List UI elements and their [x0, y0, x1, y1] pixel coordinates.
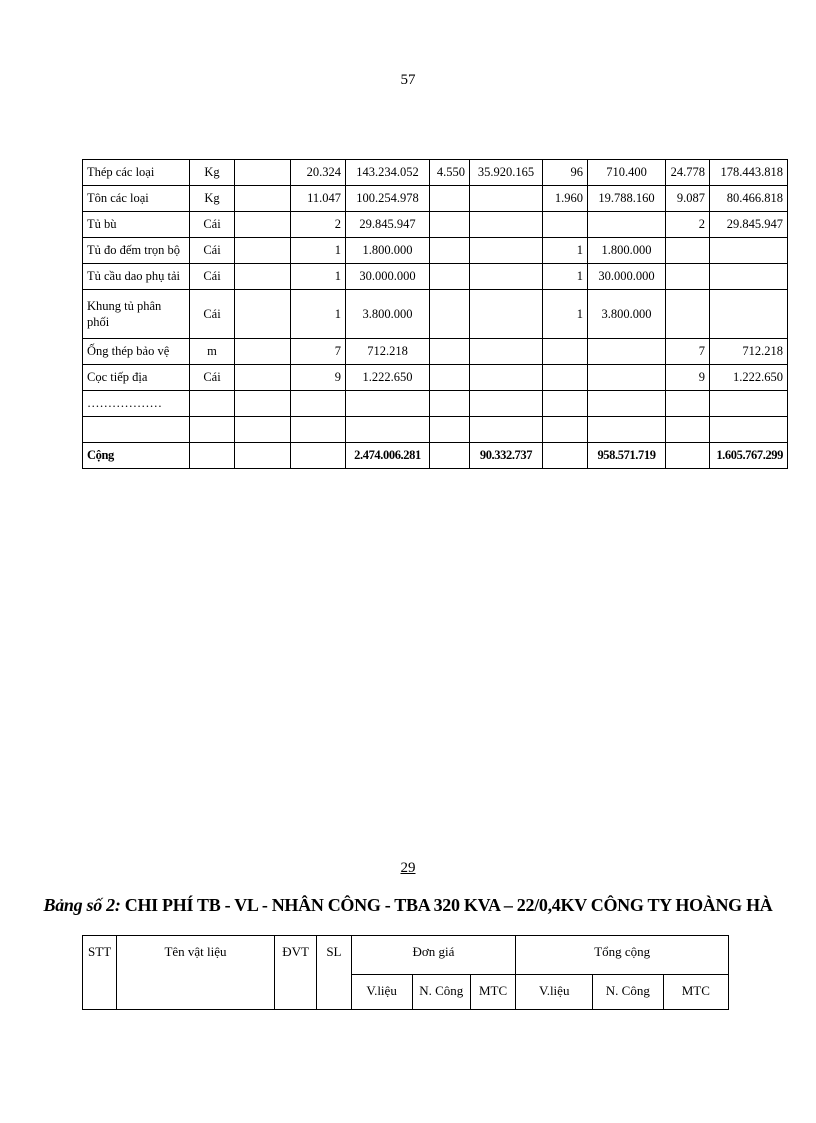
- item-name-cell: Thép các loại: [83, 160, 190, 186]
- value-cell: [666, 443, 710, 469]
- item-name-cell: Tủ đo đếm trọn bộ: [83, 238, 190, 264]
- value-cell: 1: [291, 264, 346, 290]
- value-cell: [291, 443, 346, 469]
- value-cell: [470, 212, 543, 238]
- item-name-cell: [83, 417, 190, 443]
- value-cell: [430, 238, 470, 264]
- item-name-cell: Tủ bù: [83, 212, 190, 238]
- item-name-cell: Tôn các loại: [83, 186, 190, 212]
- value-cell: [235, 160, 291, 186]
- header-name: Tên vật liệu: [117, 936, 275, 1010]
- unit-cell: Cái: [190, 238, 235, 264]
- value-cell: [346, 417, 430, 443]
- table-row: [83, 339, 788, 365]
- value-cell: [470, 264, 543, 290]
- page-number-bottom: 29: [400, 860, 416, 876]
- value-cell: [470, 238, 543, 264]
- value-cell: [291, 391, 346, 417]
- table-row: [83, 417, 788, 443]
- value-cell: [430, 391, 470, 417]
- unit-cell: [190, 443, 235, 469]
- value-cell: 96: [543, 160, 588, 186]
- value-cell: 9.087: [666, 186, 710, 212]
- value-cell: [470, 417, 543, 443]
- value-cell: 35.920.165: [470, 160, 543, 186]
- item-name-cell: Cọc tiếp địa: [83, 365, 190, 391]
- value-cell: [710, 417, 788, 443]
- value-cell: [666, 391, 710, 417]
- table2-title: [0, 895, 816, 916]
- table2-title-label: Bảng số 2:: [43, 895, 121, 915]
- value-cell: 9: [666, 365, 710, 391]
- value-cell: [543, 339, 588, 365]
- value-cell: [430, 186, 470, 212]
- header-qty: SL: [317, 936, 351, 1010]
- value-cell: 143.234.052: [346, 160, 430, 186]
- value-cell: 30.000.000: [588, 264, 666, 290]
- value-cell: [346, 391, 430, 417]
- value-cell: [430, 264, 470, 290]
- value-cell: [430, 290, 470, 339]
- page-number-top: 57: [400, 72, 416, 88]
- value-cell: [588, 391, 666, 417]
- value-cell: 1.800.000: [588, 238, 666, 264]
- value-cell: [235, 417, 291, 443]
- value-cell: [470, 391, 543, 417]
- unit-cell: Cái: [190, 290, 235, 339]
- value-cell: [543, 212, 588, 238]
- value-cell: 1.960: [543, 186, 588, 212]
- value-cell: [235, 186, 291, 212]
- value-cell: [235, 290, 291, 339]
- header-total: Tổng cộng: [516, 936, 729, 975]
- value-cell: 100.254.978: [346, 186, 430, 212]
- unit-cell: Cái: [190, 365, 235, 391]
- item-name-cell: Khung tủ phân phối: [83, 290, 190, 339]
- value-cell: 1.222.650: [710, 365, 788, 391]
- unit-cell: m: [190, 339, 235, 365]
- subheader-unit-material: V.liệu: [351, 975, 412, 1010]
- value-cell: [430, 417, 470, 443]
- value-cell: 24.778: [666, 160, 710, 186]
- header-unit: ĐVT: [274, 936, 317, 1010]
- value-cell: [710, 264, 788, 290]
- table-row: [83, 238, 788, 264]
- value-cell: [470, 365, 543, 391]
- table-row: [83, 365, 788, 391]
- value-cell: 178.443.818: [710, 160, 788, 186]
- value-cell: 7: [666, 339, 710, 365]
- value-cell: [430, 339, 470, 365]
- subheader-total-machine: MTC: [663, 975, 728, 1010]
- cost-table-header: [82, 935, 729, 1010]
- value-cell: 1: [543, 238, 588, 264]
- value-cell: [235, 391, 291, 417]
- value-cell: [543, 391, 588, 417]
- value-cell: 1: [543, 264, 588, 290]
- value-cell: 80.466.818: [710, 186, 788, 212]
- header-unit-price: Đơn giá: [351, 936, 516, 975]
- table-row: [83, 212, 788, 238]
- materials-table: [82, 159, 788, 469]
- subheader-total-labor: N. Công: [593, 975, 664, 1010]
- table2-title-text: CHI PHÍ TB - VL - NHÂN CÔNG - TBA 320 KVA – 22/0,4KV CÔNG TY HOÀNG HÀ: [124, 895, 773, 915]
- value-cell: 2.474.006.281: [346, 443, 430, 469]
- value-cell: 11.047: [291, 186, 346, 212]
- unit-cell: [190, 391, 235, 417]
- value-cell: 30.000.000: [346, 264, 430, 290]
- value-cell: [470, 339, 543, 365]
- value-cell: [588, 212, 666, 238]
- value-cell: [588, 365, 666, 391]
- value-cell: 1: [291, 238, 346, 264]
- value-cell: [588, 417, 666, 443]
- value-cell: [666, 417, 710, 443]
- value-cell: [291, 417, 346, 443]
- item-name-cell: Cộng: [83, 443, 190, 469]
- value-cell: [470, 290, 543, 339]
- value-cell: [235, 443, 291, 469]
- value-cell: [430, 443, 470, 469]
- value-cell: 2: [291, 212, 346, 238]
- value-cell: [666, 264, 710, 290]
- value-cell: 20.324: [291, 160, 346, 186]
- value-cell: [710, 238, 788, 264]
- value-cell: 9: [291, 365, 346, 391]
- table-row: [83, 160, 788, 186]
- header-stt: STT: [83, 936, 117, 1010]
- value-cell: [543, 417, 588, 443]
- value-cell: [235, 365, 291, 391]
- unit-cell: Cái: [190, 264, 235, 290]
- subheader-unit-labor: N. Công: [412, 975, 470, 1010]
- item-name-cell: ………………: [83, 391, 190, 417]
- value-cell: 1.800.000: [346, 238, 430, 264]
- value-cell: [543, 443, 588, 469]
- item-name-cell: Ống thép bảo vệ: [83, 339, 190, 365]
- value-cell: 1: [543, 290, 588, 339]
- value-cell: [235, 264, 291, 290]
- value-cell: [235, 238, 291, 264]
- value-cell: 7: [291, 339, 346, 365]
- value-cell: 958.571.719: [588, 443, 666, 469]
- value-cell: [470, 186, 543, 212]
- value-cell: [666, 238, 710, 264]
- subheader-unit-machine: MTC: [470, 975, 516, 1010]
- value-cell: 710.400: [588, 160, 666, 186]
- value-cell: [235, 212, 291, 238]
- value-cell: [588, 339, 666, 365]
- value-cell: [235, 339, 291, 365]
- unit-cell: Kg: [190, 186, 235, 212]
- value-cell: 712.218: [710, 339, 788, 365]
- value-cell: 712.218: [346, 339, 430, 365]
- value-cell: 3.800.000: [346, 290, 430, 339]
- value-cell: 1.605.767.299: [710, 443, 788, 469]
- value-cell: 29.845.947: [710, 212, 788, 238]
- value-cell: [710, 290, 788, 339]
- unit-cell: Cái: [190, 212, 235, 238]
- table-row: [83, 443, 788, 469]
- value-cell: [430, 212, 470, 238]
- value-cell: [430, 365, 470, 391]
- value-cell: 3.800.000: [588, 290, 666, 339]
- table-row: [83, 186, 788, 212]
- value-cell: [710, 391, 788, 417]
- item-name-cell: Tủ cầu dao phụ tải: [83, 264, 190, 290]
- value-cell: 1.222.650: [346, 365, 430, 391]
- value-cell: 1: [291, 290, 346, 339]
- value-cell: 4.550: [430, 160, 470, 186]
- value-cell: 19.788.160: [588, 186, 666, 212]
- table-row: [83, 391, 788, 417]
- table-row: [83, 290, 788, 339]
- value-cell: [543, 365, 588, 391]
- table-row: [83, 264, 788, 290]
- value-cell: 90.332.737: [470, 443, 543, 469]
- value-cell: 2: [666, 212, 710, 238]
- value-cell: 29.845.947: [346, 212, 430, 238]
- subheader-total-material: V.liệu: [516, 975, 593, 1010]
- unit-cell: Kg: [190, 160, 235, 186]
- unit-cell: [190, 417, 235, 443]
- value-cell: [666, 290, 710, 339]
